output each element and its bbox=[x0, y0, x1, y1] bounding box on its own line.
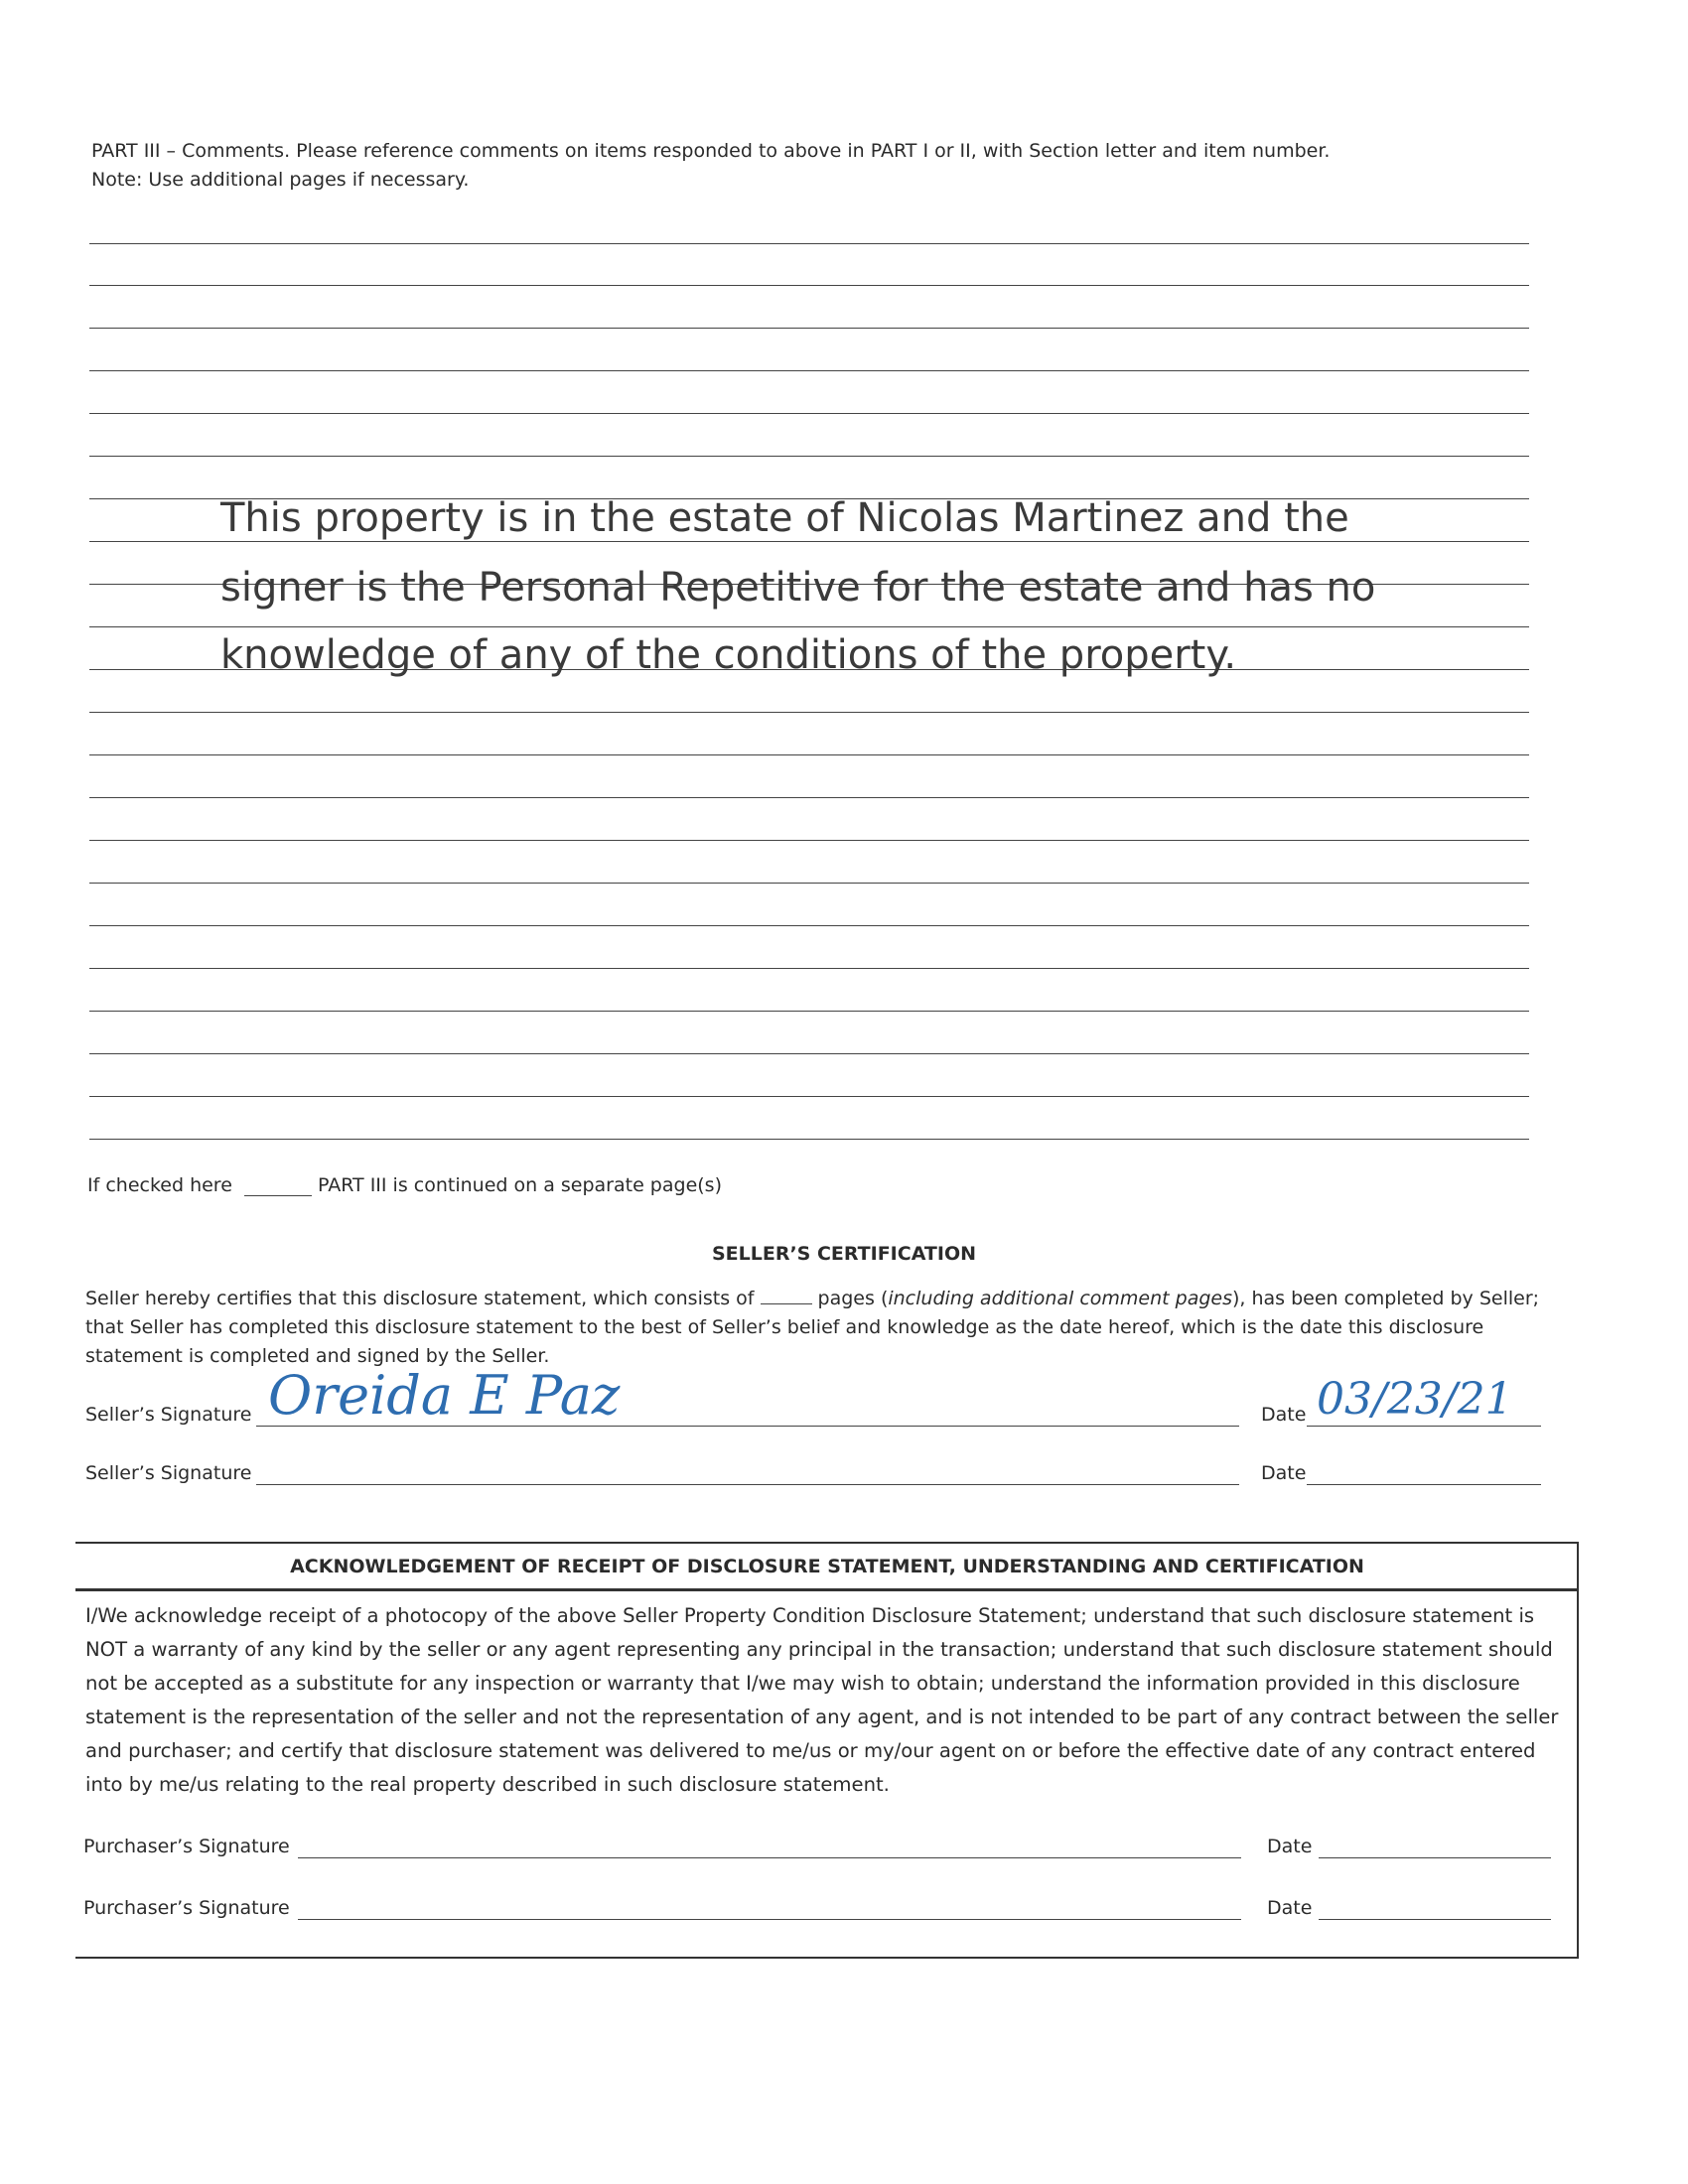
seller-signature-field-2[interactable] bbox=[256, 1484, 1239, 1485]
acknowledgement-title-divider bbox=[75, 1588, 1579, 1591]
comment-rule bbox=[89, 370, 1529, 371]
acknowledgement-line: and purchaser; and certify that disclosure statement was delivered to me/us or my/our agent on or before the effective date of any contract entered bbox=[85, 1739, 1536, 1762]
purchaser-date-label-2: Date bbox=[1267, 1897, 1313, 1919]
comment-rule bbox=[89, 968, 1529, 969]
certification-line-3: statement is completed and signed by the Seller. bbox=[85, 1345, 550, 1367]
seller-date-field-1[interactable] bbox=[1307, 1426, 1541, 1427]
seller-date-handwriting: 03/23/21 bbox=[1317, 1374, 1513, 1425]
certification-text: ), has been completed by Seller; bbox=[1232, 1288, 1540, 1309]
part3-header: PART III – Comments. Please reference comments on items responded to above in PART I or II, with Section letter and item number. bbox=[91, 140, 1331, 162]
comment-line-3: knowledge of any of the conditions of the property. bbox=[220, 632, 1237, 678]
comment-rule bbox=[89, 712, 1529, 713]
purchaser-date-field-1[interactable] bbox=[1319, 1857, 1551, 1858]
purchaser-date-field-2[interactable] bbox=[1319, 1919, 1551, 1920]
continued-suffix: PART III is continued on a separate page(s) bbox=[318, 1174, 722, 1196]
acknowledgement-line: statement is the representation of the seller and not the representation of any agent, and is not intended to be part of any contract between the seller bbox=[85, 1706, 1559, 1728]
comment-rule bbox=[89, 456, 1529, 457]
continued-check-blank[interactable] bbox=[244, 1195, 312, 1196]
comment-line-2: signer is the Personal Repetitive for the estate and has no bbox=[220, 565, 1376, 611]
comment-rule bbox=[89, 797, 1529, 798]
certification-line-1 bbox=[85, 1287, 1539, 1310]
seller-date-label-1: Date bbox=[1261, 1404, 1307, 1426]
comment-rule bbox=[89, 1096, 1529, 1097]
certification-line-2: that Seller has completed this disclosure statement to the best of Seller’s belief and knowledge as the date hereof, which is the date this disclosure bbox=[85, 1316, 1484, 1338]
comment-rule bbox=[89, 413, 1529, 414]
acknowledgement-title: ACKNOWLEDGEMENT OF RECEIPT OF DISCLOSURE STATEMENT, UNDERSTANDING AND CERTIFICATION bbox=[290, 1556, 1364, 1577]
acknowledgement-line: NOT a warranty of any kind by the seller or any agent representing any principal in the transaction; understand that such disclosure statement should bbox=[85, 1638, 1553, 1661]
comment-rule bbox=[89, 840, 1529, 841]
comment-rule bbox=[89, 754, 1529, 755]
seller-signature-handwriting: Oreida E Paz bbox=[268, 1364, 621, 1427]
seller-date-field-2[interactable] bbox=[1307, 1484, 1541, 1485]
comment-rule bbox=[89, 925, 1529, 926]
acknowledgement-line: into by me/us relating to the real property described in such disclosure statement. bbox=[85, 1773, 890, 1796]
comment-rule bbox=[89, 1139, 1529, 1140]
purchaser-signature-field-1[interactable] bbox=[298, 1857, 1241, 1858]
comment-rule bbox=[89, 243, 1529, 244]
part3-note: Note: Use additional pages if necessary. bbox=[91, 169, 470, 191]
comment-rule bbox=[89, 1053, 1529, 1054]
purchaser-signature-label-1: Purchaser’s Signature bbox=[83, 1836, 290, 1857]
acknowledgement-line: not be accepted as a substitute for any inspection or warranty that I/we may wish to obtain; understand the information provided in this disclosure bbox=[85, 1672, 1520, 1695]
comment-rule bbox=[89, 1011, 1529, 1012]
acknowledgement-line: I/We acknowledge receipt of a photocopy of the above Seller Property Condition Disclosure Statement; understand that such disclosure statement is bbox=[85, 1604, 1535, 1627]
comment-line-1: This property is in the estate of Nicolas Martinez and the bbox=[220, 495, 1349, 541]
comment-rule bbox=[89, 626, 1529, 627]
certification-title: SELLER’S CERTIFICATION bbox=[711, 1243, 977, 1265]
certification-italic-text: including additional comment pages bbox=[888, 1288, 1232, 1309]
certification-text: pages ( bbox=[817, 1288, 889, 1309]
purchaser-signature-label-2: Purchaser’s Signature bbox=[83, 1897, 290, 1919]
purchaser-signature-field-2[interactable] bbox=[298, 1919, 1241, 1920]
seller-signature-label-2: Seller’s Signature bbox=[85, 1462, 252, 1484]
certification-text: Seller hereby certifies that this disclosure statement, which consists of bbox=[85, 1288, 755, 1309]
comment-rule bbox=[89, 883, 1529, 884]
seller-date-label-2: Date bbox=[1261, 1462, 1307, 1484]
acknowledgement-body bbox=[85, 1599, 1575, 1802]
comment-rule bbox=[89, 285, 1529, 286]
seller-signature-label-1: Seller’s Signature bbox=[85, 1404, 252, 1426]
pages-count-blank[interactable] bbox=[761, 1288, 812, 1304]
comment-rule bbox=[89, 328, 1529, 329]
continued-prefix: If checked here bbox=[87, 1174, 232, 1196]
purchaser-date-label-1: Date bbox=[1267, 1836, 1313, 1857]
